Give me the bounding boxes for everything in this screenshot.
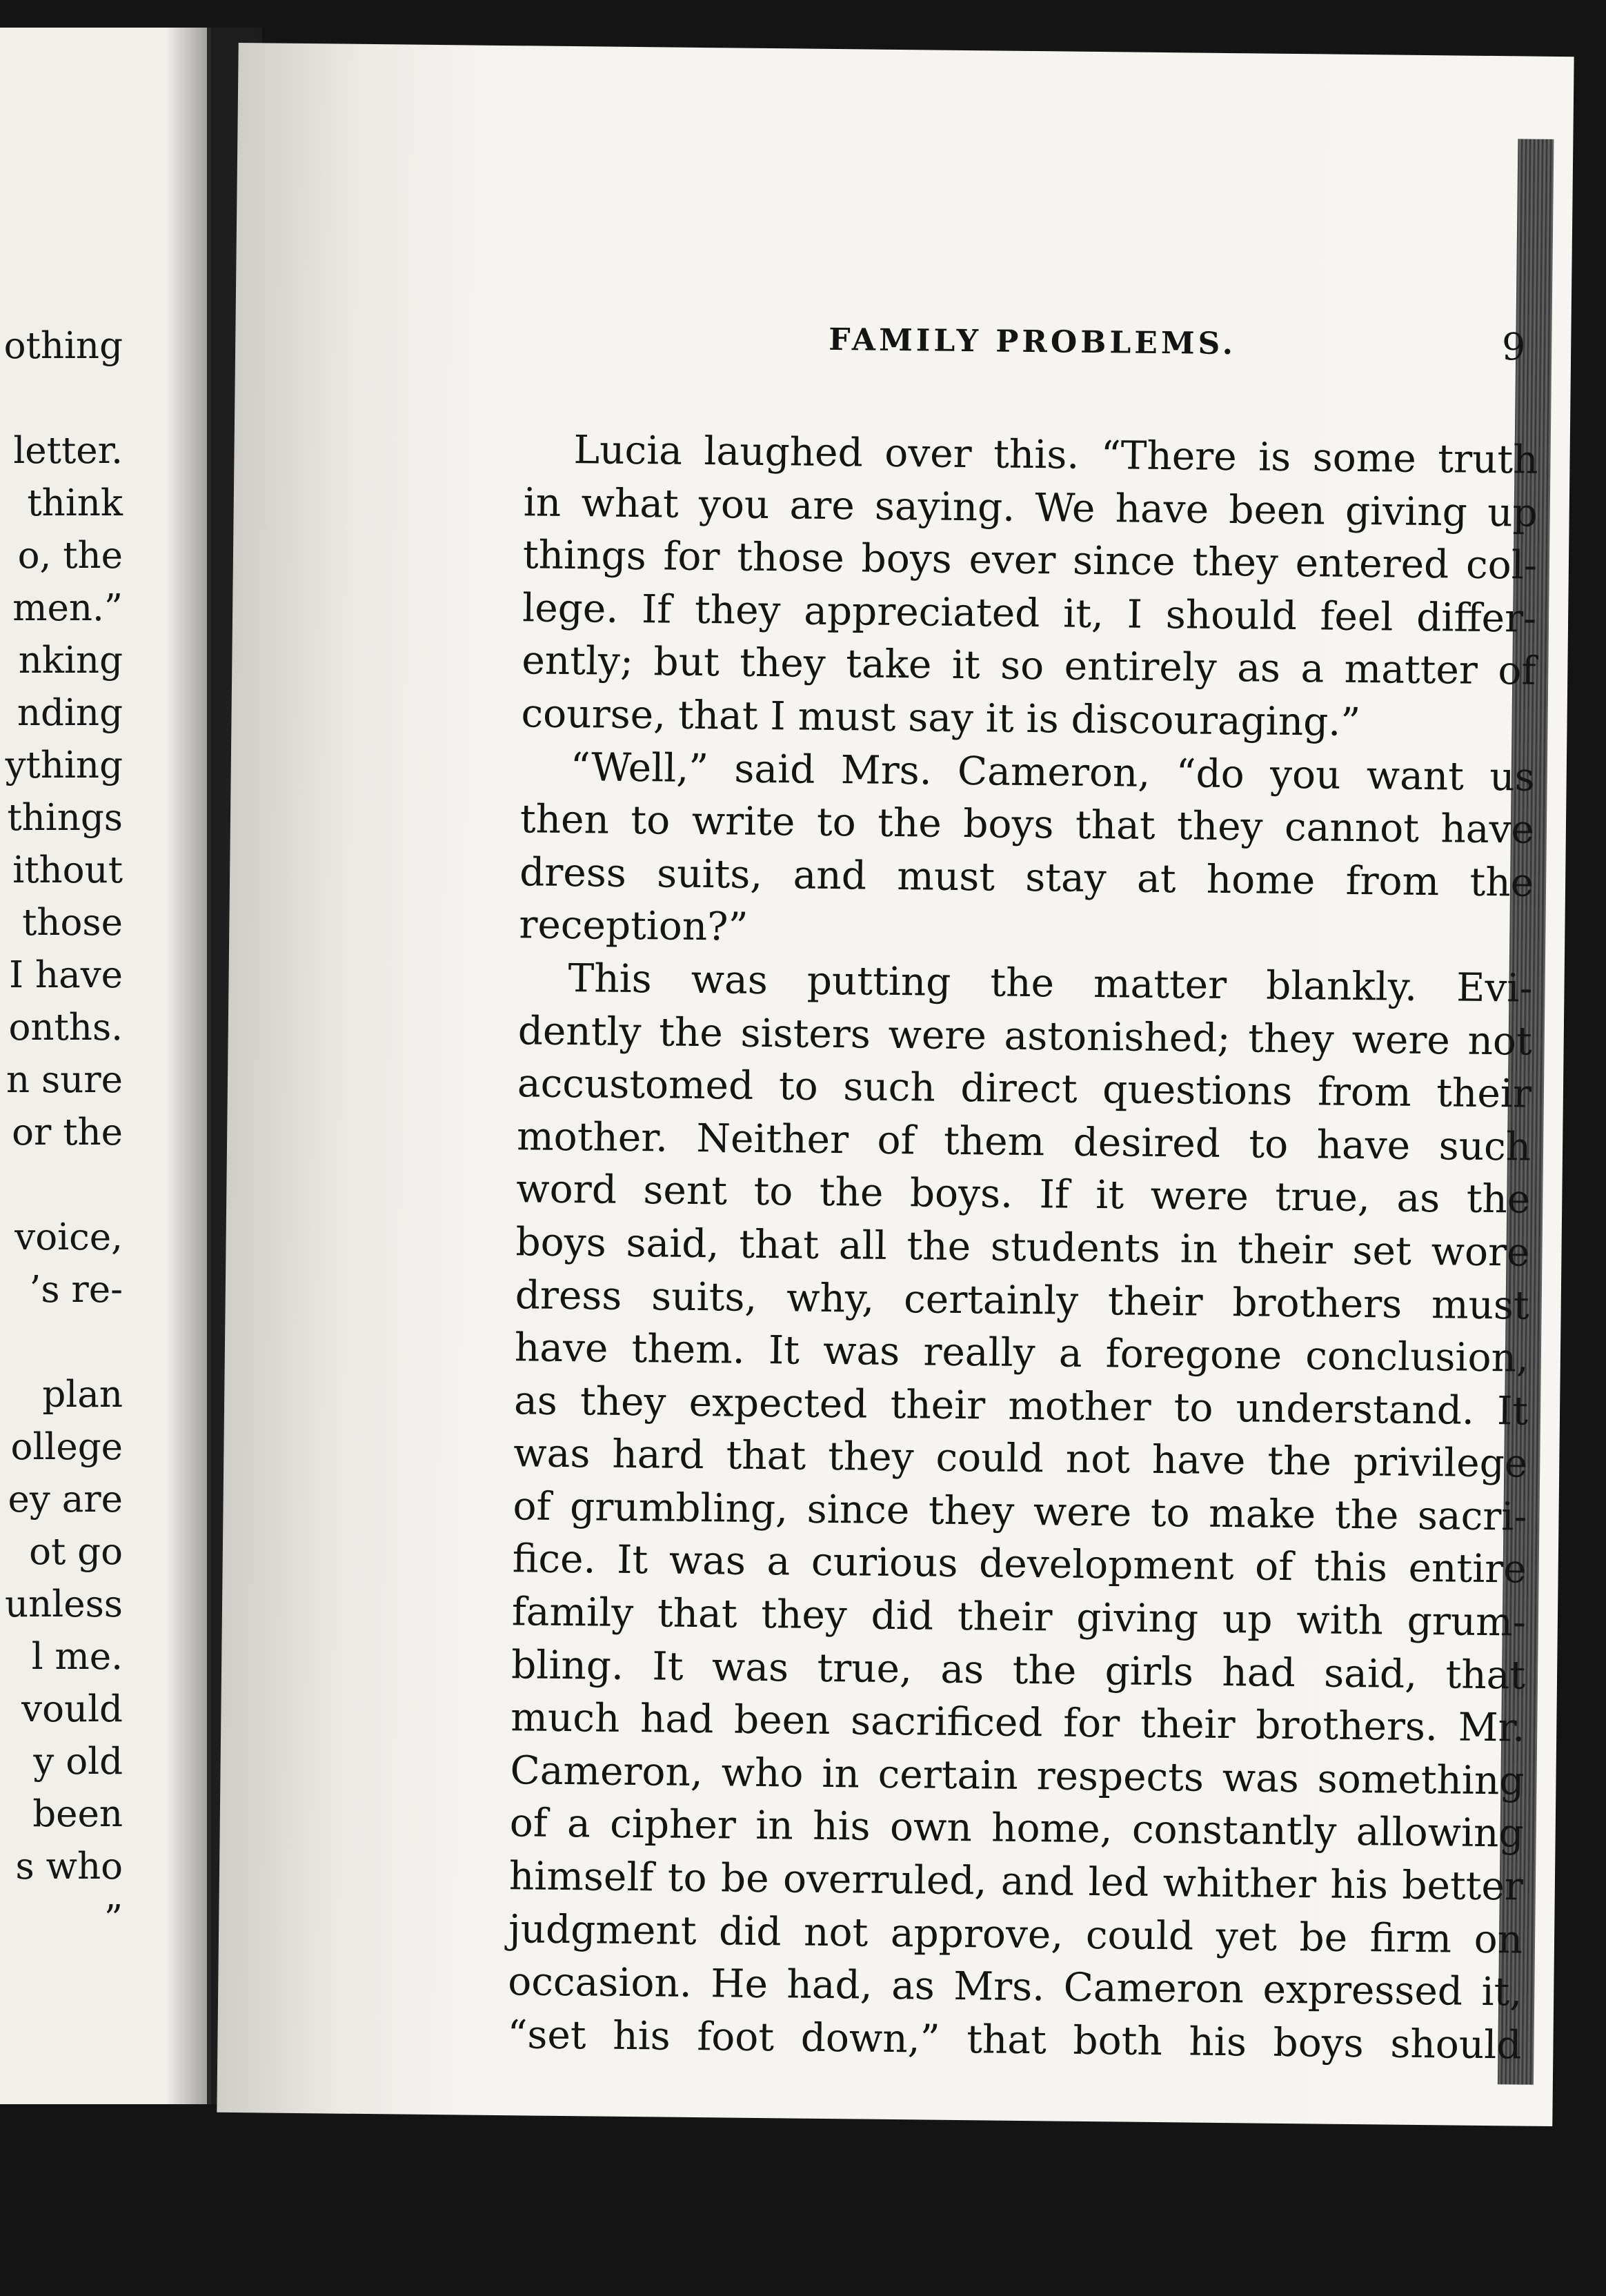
left-page-line-fragment: things (7, 797, 123, 839)
text-line: things for those boys ever since they entered col- (522, 533, 1538, 588)
left-page-line-fragment: ot go (29, 1531, 123, 1573)
text-line: lege. If they appreciated it, I should feel differ- (522, 586, 1537, 642)
text-line: dress suits, and must stay at home from the (519, 850, 1534, 906)
text-line: judgment did not approve, could yet be firm on (508, 1906, 1523, 1963)
text-line: have them. It was really a foregone conclusion, (514, 1325, 1529, 1381)
text-line: of a cipher in his own home, constantly allowing (509, 1801, 1525, 1857)
left-page-line-fragment: nding (17, 692, 123, 734)
left-page-line-fragment: or the (12, 1111, 123, 1154)
text-line: boys said, that all the students in their set wore (515, 1220, 1530, 1276)
text-line: fice. It was a curious development of this entire (512, 1536, 1527, 1593)
left-page-line-fragment: ” (103, 1898, 123, 1940)
page-header (829, 322, 1526, 378)
left-page-line-fragment: onths. (8, 1007, 123, 1049)
left-page-line-fragment: I have (9, 954, 123, 996)
text-line: bling. It was true, as the girls had said, that (510, 1642, 1526, 1699)
left-page-line-fragment: vould (21, 1688, 123, 1730)
text-line: reception?” (519, 902, 749, 951)
text-line: “set his foot down,” that both his boys should (507, 2012, 1522, 2068)
left-page-line-fragment: those (22, 902, 123, 944)
left-page-line-fragment: think (27, 482, 123, 524)
left-page-line-fragment: unless (5, 1583, 123, 1625)
left-page-line-fragment: been (32, 1793, 123, 1835)
text-line: as they expected their mother to understand. It (513, 1378, 1529, 1434)
left-page-line-fragment: o, the (17, 535, 123, 577)
text-line: mother. Neither of them desired to have such (516, 1114, 1531, 1170)
text-line: ently; but they take it so entirely as a matter of (522, 638, 1536, 695)
left-page-line-fragment: ithout (12, 849, 123, 891)
left-page-line-fragment: s who (15, 1845, 123, 1888)
text-line: “Well,” said Mrs. Cameron, “do you want us (570, 744, 1536, 800)
text-line: much had been sacrificed for their brothers. Mr. (510, 1695, 1525, 1751)
left-page-line-fragment: ey are (8, 1478, 123, 1521)
body-text (507, 424, 1538, 2072)
left-page-line-fragment: othing (3, 325, 123, 367)
text-line: Lucia laughed over this. “There is some truth (573, 428, 1538, 483)
page-number: 9 (1501, 325, 1526, 369)
left-page-line-fragment: ything (5, 744, 123, 786)
running-title: FAMILY PROBLEMS. (829, 321, 1237, 362)
text-line: word sent to the boys. If it were true, as the (516, 1167, 1531, 1223)
text-line: occasion. He had, as Mrs. Cameron expressed it, (508, 1959, 1523, 2015)
left-page-line-fragment: ’s re- (29, 1269, 123, 1311)
text-line: This was putting the matter blankly. Evi- (568, 956, 1533, 1011)
text-line: course, that I must say it is discouraging.” (521, 691, 1361, 745)
text-line: was hard that they could not have the privilege (513, 1431, 1528, 1487)
left-page-line-fragment: y old (33, 1741, 123, 1783)
text-line: dently the sisters were astonished; they were not (517, 1008, 1533, 1065)
left-page-line-fragment: n sure (6, 1059, 123, 1101)
book-page (217, 43, 1574, 2126)
text-line: in what you are saying. We have been giving up (523, 479, 1538, 536)
left-page-line-fragment: nking (18, 640, 123, 682)
text-line: then to write to the boys that they cannot have (519, 797, 1535, 853)
text-line: accustomed to such direct questions from their (517, 1061, 1532, 1117)
left-page-line-fragment: letter. (13, 430, 123, 472)
left-page-line-fragment: ollege (10, 1426, 123, 1468)
left-page-line-fragment: l me. (31, 1636, 123, 1678)
left-page-line-fragment: men.” (12, 587, 123, 629)
text-line: himself to be overruled, and led whither his better (508, 1854, 1524, 1910)
text-line: dress suits, why, certainly their brothers must (515, 1272, 1530, 1329)
left-page-line-fragment: plan (42, 1374, 123, 1416)
text-line: family that they did their giving up with grum- (511, 1590, 1527, 1645)
text-line: Cameron, who in certain respects was something (510, 1748, 1525, 1804)
text-line: of grumbling, since they were to make the sacri- (513, 1484, 1527, 1540)
left-page-line-fragment: voice, (14, 1216, 123, 1258)
